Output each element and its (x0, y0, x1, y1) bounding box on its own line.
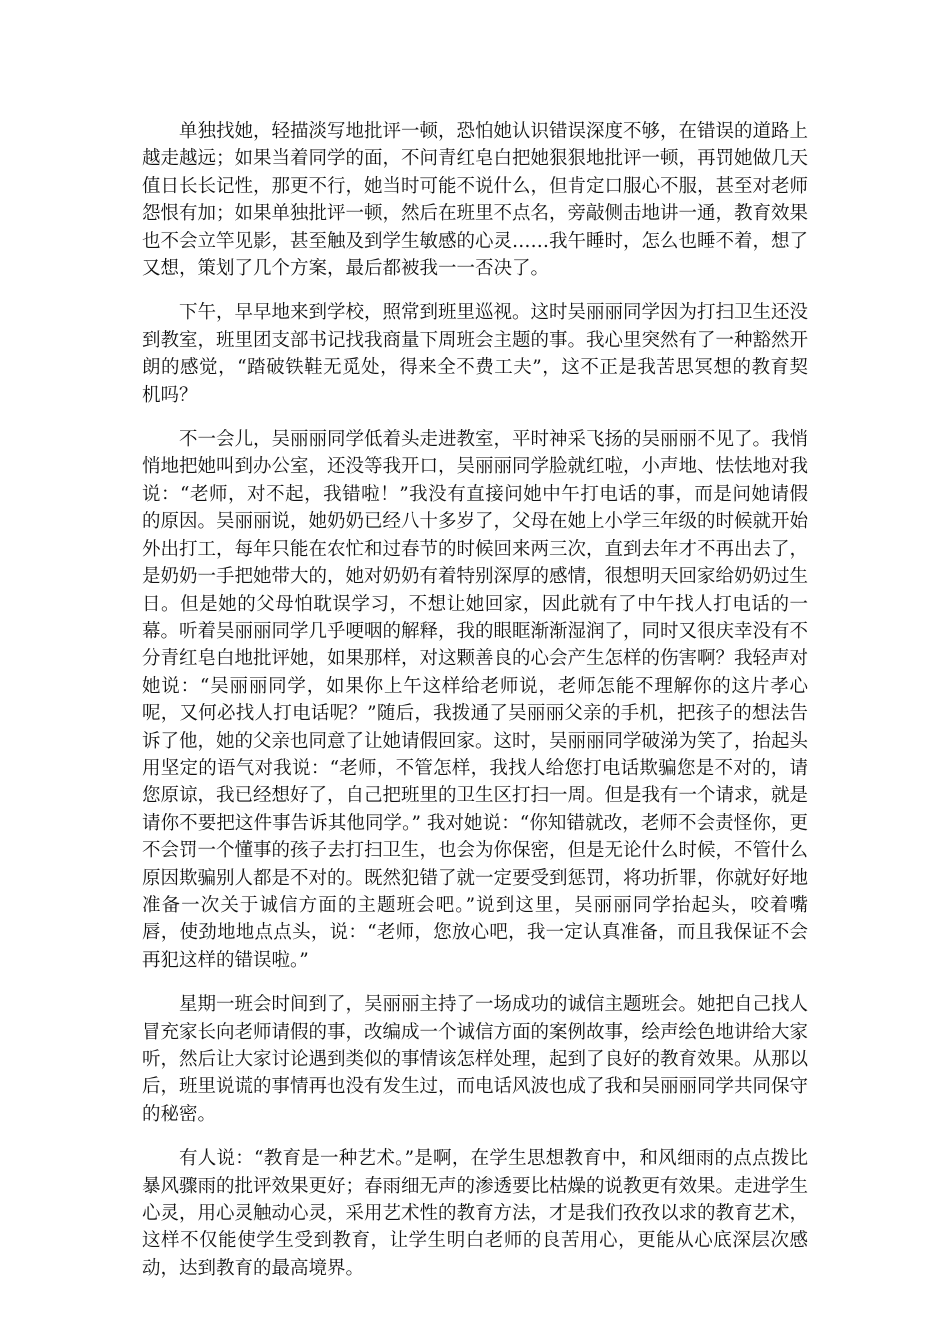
paragraph-4: 星期一班会时间到了，吴丽丽主持了一场成功的诚信主题班会。她把自己找人冒充家长向老师请假的事，改编成一个诚信方面的案例故事，绘声绘色地讲给大家听，然后让大家讨论遇到类似的事情该怎样处理，起到了良好的教育效果。从那以后，班里说谎的事情再也没有发生过，而电话风波也成了我和吴丽丽同学共同保守的秘密。 (142, 994, 809, 1125)
paragraph-5: 有人说：“教育是一种艺术。”是啊，在学生思想教育中，和风细雨的点点拨比暴风骤雨的批评效果更好；春雨细无声的渗透要比枯燥的说教更有效果。走进学生心灵，用心灵触动心灵，采用艺术性的教育方法，才是我们孜孜以求的教育艺术，这样不仅能使学生受到教育，让学生明白老师的良苦用心，更能从心底深层次感动，达到教育的最高境界。 (142, 1148, 809, 1279)
paragraph-3: 不一会儿，吴丽丽同学低着头走进教室，平时神采飞扬的吴丽丽不见了。我悄悄地把她叫到办公室，还没等我开口，吴丽丽同学脸就红啦，小声地、怯怯地对我说：“老师，对不起，我错啦！”我没有直接问她中午打电话的事，而是问她请假的原因。吴丽丽说，她奶奶已经八十多岁了，父母在她上小学三年级的时候就开始外出打工，每年只能在农忙和过春节的时候回来两三次，直到去年才不再出去了，是奶奶一手把她带大的，她对奶奶有着特别深厚的感情，很想明天回家给奶奶过生日。但是她的父母怕耽误学习，不想让她回家，因此就有了中午找人打电话的一幕。听着吴丽丽同学几乎哽咽的解释，我的眼眶渐渐湿润了，同时又很庆幸没有不分青红皂白地批评她，如果那样，对这颗善良的心会产生怎样的伤害啊？我轻声对她说：“吴丽丽同学，如果你上午这样给老师说，老师怎能不理解你的这片孝心呢，又何必找人打电话呢？”随后，我拨通了吴丽丽父亲的手机，把孩子的想法告诉了他，她的父亲也同意了让她请假回家。这时，吴丽丽同学破涕为笑了，抬起头用坚定的语气对我说：“老师，不管怎样，我找人给您打电话欺骗您是不对的，请您原谅，我已经想好了，自己把班里的卫生区打扫一周。但是我有一个请求，就是请你不要把这件事告诉其他同学。” 我对她说：“你知错就改，老师不会责怪你，更不会罚一个懂事的孩子去打扫卫生，也会为你保密，但是无论什么时候，不管什么原因欺骗别人都是不对的。既然犯错了就一定要受到惩罚，将功折罪，你就好好地准备一次关于诚信方面的主题班会吧。”说到这里，吴丽丽同学抬起头，咬着嘴唇，使劲地地点点头，说：“老师，您放心吧，我一定认真准备，而且我保证不会再犯这样的错误啦。” (142, 429, 809, 971)
document-page (142, 118, 808, 1299)
paragraph-2: 下午，早早地来到学校，照常到班里巡视。这时吴丽丽同学因为打扫卫生还没到教室，班里团支部书记找我商量下周班会主题的事。我心里突然有了一种豁然开朗的感觉，“踏破铁鞋无觅处，得来全不费工夫”，这不正是我苦思冥想的教育契机吗？ (142, 302, 809, 406)
paragraph-1: 单独找她，轻描淡写地批评一顿，恐怕她认识错误深度不够，在错误的道路上越走越远；如果当着同学的面，不问青红皂白把她狠狠地批评一顿，再罚她做几天值日长长记性，那更不行，她当时可能不说什么，但肯定口服心不服，甚至对老师怨恨有加；如果单独批评一顿，然后在班里不点名，旁敲侧击地讲一通，教育效果也不会立竿见影，甚至触及到学生敏感的心灵……我午睡时，怎么也睡不着，想了又想，策划了几个方案，最后都被我一一否决了。 (142, 121, 809, 280)
